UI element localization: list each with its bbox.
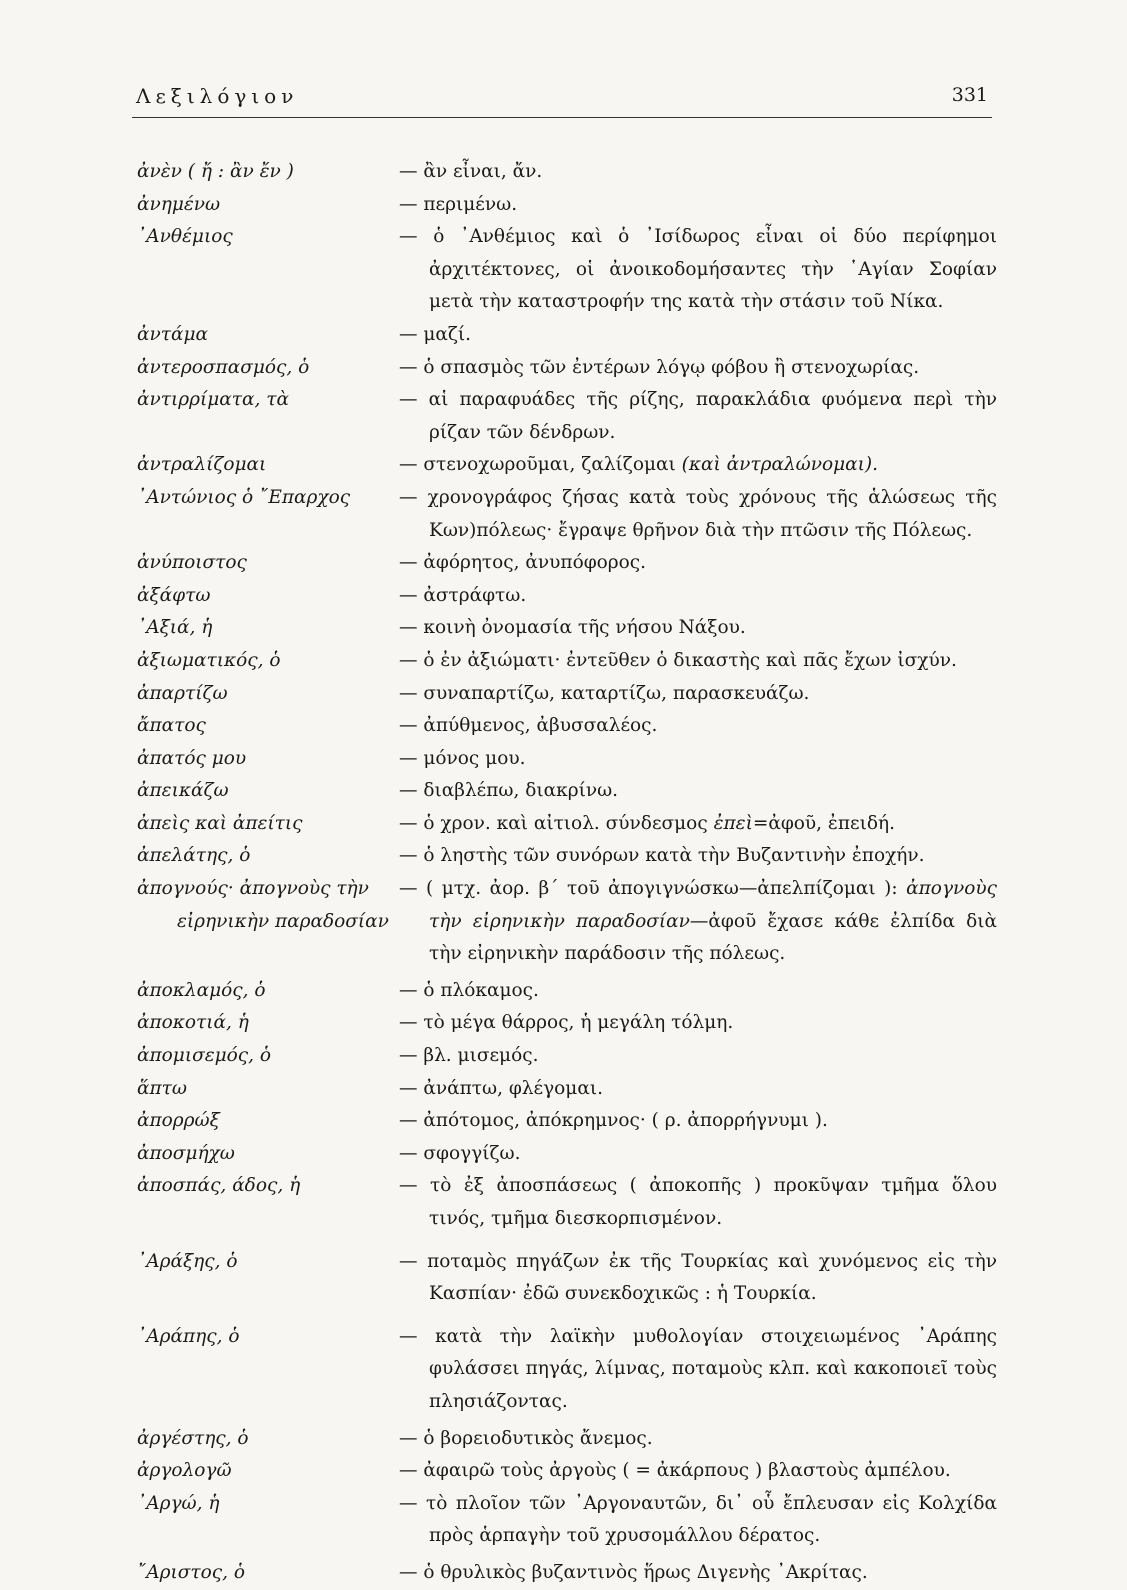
entry-definition: — ἀστράφτω. [399, 584, 527, 606]
glossary-entry [137, 482, 997, 547]
glossary-entry [137, 678, 997, 711]
entry-term: ἄπατος [137, 715, 206, 737]
entry-term: ᾿Αργώ, ἡ [137, 1492, 220, 1514]
entry-term [137, 873, 389, 938]
glossary-entry [137, 743, 997, 776]
glossary-entry [137, 1423, 997, 1456]
glossary-entry [137, 1073, 997, 1106]
glossary-entry [137, 319, 997, 352]
glossary-entry [137, 1007, 997, 1040]
entry-definition: — ἀφαιρῶ τοὺς ἀργοὺς ( = ἀκάρπους ) βλαστοὺς ἀμπέλου. [399, 1460, 951, 1482]
entry-definition [399, 449, 997, 482]
entry-definition: — ὁ σπασμὸς τῶν ἐντέρων λόγῳ φόβου ἢ στενοχωρίας. [399, 356, 920, 378]
entry-definition: — τὸ πλοῖον τῶν ᾿Αργοναυτῶν, δι᾿ οὗ ἔπλευσαν εἰς Κολχίδα πρὸς ἁρπαγὴν τοῦ χρυσομάλλου δέρατος. [399, 1492, 997, 1547]
glossary-entry [137, 156, 997, 189]
entry-term: ἀξάφτω [137, 584, 211, 606]
definition-italic: ἀπογνοὺς τὴν εἰρηνικὴν παραδοσίαν [429, 878, 997, 932]
entry-definition: — ὁ πλόκαμος. [399, 979, 539, 1001]
entry-definition: — ὁ ᾿Ανθέμιος καὶ ὁ ᾿Ισίδωρος εἶναι οἱ δύο περίφημοι ἀρχιτέκτονες, οἱ ἀνοικοδομήσαντες τὴν ῾Αγίαν Σοφίαν μετὰ τὴν καταστροφήν της κατὰ τὴν στάσιν τοῦ Νίκα. [399, 226, 997, 313]
entry-definition: — ἀνάπτω, φλέγομαι. [399, 1077, 603, 1099]
glossary-entry [137, 1170, 997, 1235]
glossary-entry [137, 840, 997, 873]
definition-text: —ἀφοῦ ἔχασε κάθε ἐλπίδα διὰ τὴν εἰρηνικὴν παράδοσιν τῆς πόλεως. [429, 910, 997, 965]
page-header [136, 84, 988, 118]
glossary-entry [137, 1040, 997, 1073]
entry-definition: — τὸ μέγα θάρρος, ἡ μεγάλη τόλμη. [399, 1012, 734, 1034]
entry-term: ἀντιρρίματα, τὰ [137, 389, 289, 411]
glossary-entry [137, 1321, 997, 1419]
entry-definition: — συναπαρτίζω, καταρτίζω, παρασκευάζω. [399, 682, 810, 704]
entry-term: ἅπτω [137, 1077, 187, 1099]
entry-definition: — ὁ βορειοδυτικὸς ἄνεμος. [399, 1427, 653, 1449]
entry-term: ἀποκοτιά, ἡ [137, 1012, 249, 1034]
entry-definition: — μόνος μου. [399, 747, 526, 769]
entry-term: ἀντάμα [137, 323, 208, 345]
entry-term: ἀπεικάζω [137, 780, 229, 802]
entry-definition: — ὁ θρυλικὸς βυζαντινὸς ἥρως Διγενὴς ᾿Ακρίτας. [399, 1561, 868, 1583]
entry-term: ῎Αριστος, ὁ [137, 1561, 246, 1583]
entry-definition: — ποταμὸς πηγάζων ἐκ τῆς Τουρκίας καὶ χυνόμενος εἰς τὴν Κασπίαν· ἐδῶ συνεκδοχικῶς : ἡ Τουρκία. [399, 1250, 997, 1305]
entry-term: ᾿Αντώνιος ὁ ῎Επαρχος [137, 486, 351, 508]
header-rule [132, 117, 992, 118]
entry-term: ᾿Ανθέμιος [137, 226, 233, 248]
glossary-entry [137, 352, 997, 385]
entry-definition: — ἀφόρητος, ἀνυπόφορος. [399, 552, 647, 574]
page-number: 331 [951, 84, 988, 106]
entry-definition: — ὁ ἐν ἀξιώματι· ἐντεῦθεν ὁ δικαστὴς καὶ πᾶς ἔχων ἰσχύν. [399, 649, 957, 671]
glossary-entry [137, 1138, 997, 1171]
glossary-entry [137, 1246, 997, 1311]
entry-definition [399, 808, 997, 841]
definition-text: — ὁ χρον. καὶ αἰτιολ. σύνδεσμος [399, 812, 714, 834]
entry-term: ᾿Αξιά, ἡ [137, 617, 213, 639]
entry-definition: — αἱ παραφυάδες τῆς ρίζης, παρακλάδια φυόμενα περὶ τὴν ρίζαν τῶν δένδρων. [399, 389, 997, 443]
entry-term: ἀργέστης, ὁ [137, 1427, 249, 1449]
entry-term: ἀπεὶς καὶ ἀπείτις [137, 812, 303, 834]
running-head: Λεξιλόγιον [136, 84, 299, 108]
entry-term: ᾿Αράξης, ὁ [137, 1250, 238, 1272]
entry-definition: — ἀπότομος, ἀπόκρημνος· ( ρ. ἀπορρήγνυμι ). [399, 1110, 828, 1132]
entry-definition: — σφογγίζω. [399, 1142, 521, 1164]
entry-term: ἀνημένω [137, 193, 221, 215]
entry-definition: — κοινὴ ὀνομασία τῆς νήσου Νάξου. [399, 617, 746, 639]
entry-definition: — περιμένω. [399, 193, 518, 215]
glossary-entry [137, 710, 997, 743]
entry-term: ἀπομισεμός, ὁ [137, 1045, 272, 1067]
glossary-entry [137, 580, 997, 613]
entry-definition: — ὁ ληστὴς τῶν συνόρων κατὰ τὴν Βυζαντινὴν ἐποχήν. [399, 845, 925, 867]
definition-text: — στενοχωροῦμαι, ζαλίζομαι [399, 454, 682, 476]
definition-text: — ( μτχ. ἀορ. β΄ τοῦ ἀπογιγνώσκω—ἀπελπίζομαι ): [399, 878, 907, 900]
definition-text: =ἀφοῦ, ἐπειδή. [752, 812, 895, 834]
entry-term: ἀποσμήχω [137, 1142, 235, 1164]
glossary-entry [137, 612, 997, 645]
glossary-entry [137, 384, 997, 449]
entry-definition: — τὸ ἐξ ἀποσπάσεως ( ἀποκοπῆς ) προκῦψαν τμῆμα ὅλου τινός, τμῆμα διεσκορπισμένον. [399, 1175, 997, 1229]
entry-term: ᾿Αράπης, ὁ [137, 1325, 240, 1347]
entry-term: ἀπατός μου [137, 747, 247, 769]
entry-definition: — μαζί. [399, 323, 472, 345]
entry-definition: — ἂν εἶναι, ἄν. [399, 161, 543, 182]
glossary-entry [137, 1105, 997, 1138]
glossary-entry [137, 189, 997, 222]
glossary-entry [137, 449, 997, 482]
entry-term: ἀνὲν ( ἤ : ἂν ἔν ) [137, 161, 294, 182]
glossary-entry [137, 975, 997, 1008]
glossary-entry [137, 221, 997, 319]
glossary-entry [137, 808, 997, 841]
definition-italic: ἐπεὶ [713, 812, 753, 834]
entry-term: ἀποκλαμός, ὁ [137, 979, 266, 1001]
entry-term: ἀργολογῶ [137, 1460, 232, 1482]
entry-term: ἀπορρώξ [137, 1110, 220, 1132]
glossary-entry [137, 547, 997, 580]
entry-term-line: ἀπογνούς· ἀπογνοὺς τὴν [137, 878, 369, 900]
glossary-entry [137, 1455, 997, 1488]
glossary-entry [137, 775, 997, 808]
glossary-list [137, 156, 997, 1590]
entry-term-line: εἰρηνικὴν παραδοσίαν [177, 910, 389, 932]
glossary-entry [137, 873, 997, 971]
glossary-entry [137, 645, 997, 678]
entry-term: ἀνύποιστος [137, 552, 247, 574]
entry-term: ἀντραλίζομαι [137, 454, 267, 476]
entry-term: ἀποσπάς, άδος, ἡ [137, 1175, 301, 1197]
entry-definition: — χρονογράφος ζήσας κατὰ τοὺς χρόνους τῆς ἁλώσεως τῆς Κων)πόλεως· ἔγραψε θρῆνον διὰ τὴν πτῶσιν τῆς Πόλεως. [399, 486, 997, 541]
glossary-entry [137, 1488, 997, 1553]
definition-italic: (καὶ ἀντραλώνομαι). [681, 454, 879, 476]
entry-definition: — βλ. μισεμός. [399, 1045, 539, 1067]
entry-term: ἀπελάτης, ὁ [137, 845, 251, 867]
entry-term: ἀντεροσπασμός, ὁ [137, 356, 310, 378]
entry-definition: — διαβλέπω, διακρίνω. [399, 780, 619, 802]
glossary-entry [137, 1557, 997, 1590]
entry-definition: — ἀπύθμενος, ἀβυσσαλέος. [399, 715, 658, 737]
entry-term: ἀπαρτίζω [137, 682, 228, 704]
entry-definition [399, 873, 997, 971]
entry-term: ἀξιωματικός, ὁ [137, 649, 281, 671]
entry-definition: — κατὰ τὴν λαϊκὴν μυθολογίαν στοιχειωμένος ᾿Αράπης φυλάσσει πηγάς, λίμνας, ποταμοὺς κλπ. καὶ κακοποιεῖ τοὺς πλησιάζοντας. [399, 1325, 997, 1412]
